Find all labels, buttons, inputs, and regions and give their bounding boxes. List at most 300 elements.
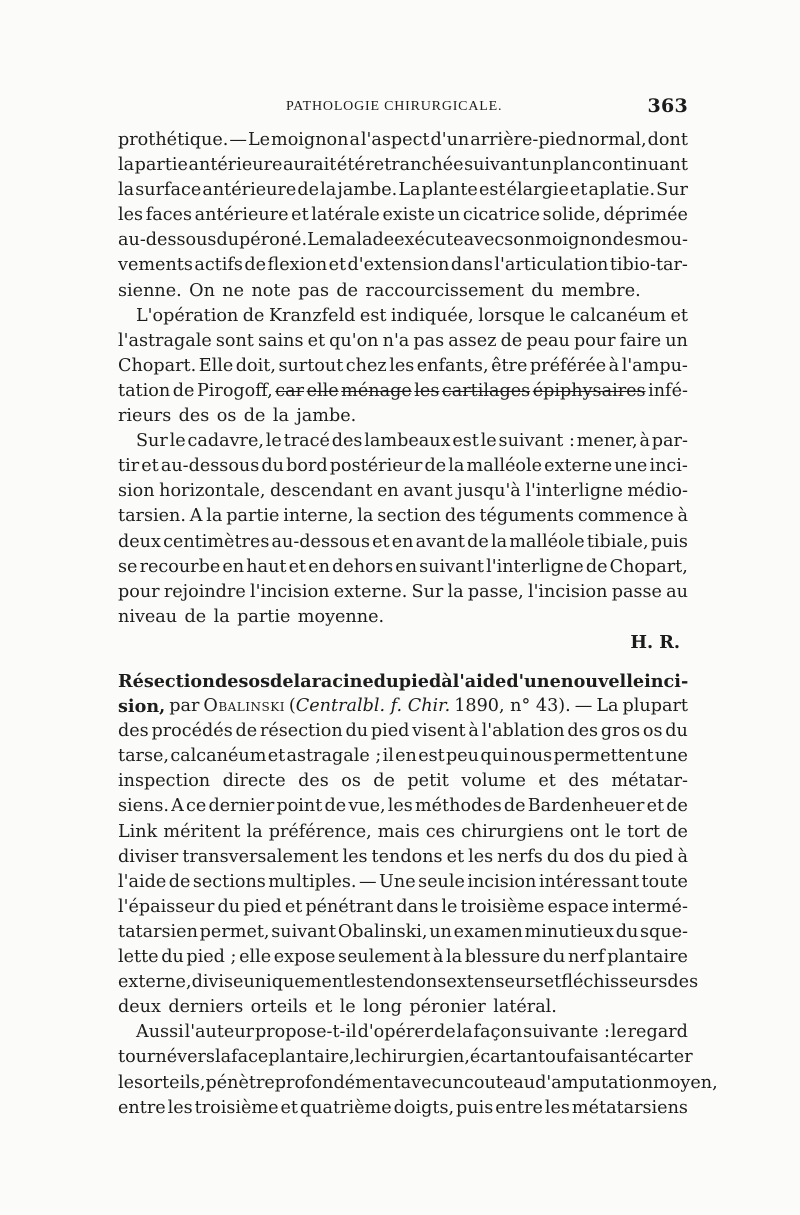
word: Une: [379, 871, 416, 892]
word: peau: [526, 330, 570, 351]
word: façon: [473, 1022, 523, 1043]
text-line: [118, 404, 688, 429]
word: pas: [413, 330, 445, 351]
word: l'aide: [118, 871, 167, 892]
word: faire: [619, 330, 662, 351]
text-line: [118, 1020, 688, 1045]
text-line: [118, 504, 688, 529]
word: des: [178, 406, 210, 427]
word: le: [339, 997, 356, 1018]
text-line: [118, 744, 688, 769]
word: Chopart.: [118, 355, 197, 376]
article-source: (Centralbl. f. Chir.: [288, 696, 451, 717]
word: et: [284, 896, 303, 917]
word: avant: [415, 531, 465, 552]
word: inspection: [118, 771, 211, 792]
word: des: [567, 721, 599, 742]
word: des: [444, 506, 476, 527]
word: en: [391, 531, 414, 552]
word: tourné: [118, 1047, 178, 1068]
word: long: [363, 997, 402, 1018]
text-line: [118, 203, 688, 228]
word: chirurgien,: [370, 1047, 470, 1068]
text-line: [118, 128, 688, 153]
word: préférence,: [268, 821, 372, 842]
word: de: [168, 871, 191, 892]
word: sains: [257, 330, 304, 351]
word: en: [222, 556, 245, 577]
word: est: [478, 180, 506, 201]
word: cartilages: [441, 380, 531, 401]
word: suivant: [464, 155, 529, 176]
word: pour: [118, 581, 160, 602]
word: de: [666, 821, 688, 842]
word: le: [480, 431, 497, 452]
word: tation: [118, 380, 171, 401]
title-word: du: [373, 671, 399, 692]
word: orteils: [250, 997, 308, 1018]
word: elle: [306, 380, 339, 401]
word: de: [324, 796, 347, 817]
word: avec: [400, 1072, 442, 1093]
word: et: [267, 746, 286, 767]
word: de: [184, 606, 207, 627]
word: tendons: [375, 972, 447, 993]
word: il: [382, 746, 394, 767]
word: Aussi: [136, 1022, 184, 1043]
word: vements: [118, 255, 193, 276]
word: les: [414, 380, 440, 401]
word: épiphysaires: [532, 380, 646, 401]
article-author: Obalinski: [203, 696, 285, 717]
word: normal,: [577, 130, 647, 150]
word: fléchisseurs: [561, 972, 668, 993]
word: sont: [215, 330, 254, 351]
word: haut: [246, 556, 287, 577]
word: aplatie.: [588, 180, 656, 201]
word: profondément: [274, 1072, 401, 1093]
word: et: [141, 456, 159, 477]
word: regard: [627, 1022, 688, 1043]
word: retranchée: [365, 155, 464, 176]
text-line: [118, 820, 688, 845]
word: pied: [634, 846, 674, 867]
word: transversalement: [182, 846, 339, 867]
word: de: [244, 255, 267, 276]
title-word: pied: [398, 671, 442, 692]
word: écarter: [627, 1047, 693, 1068]
word: l'astragale: [118, 330, 212, 351]
word: examen: [453, 921, 523, 942]
word: lorsque: [478, 305, 545, 326]
title-word: d'une: [506, 671, 561, 692]
word: d'extension: [347, 255, 450, 276]
word: l'aspect: [360, 130, 430, 150]
word: malléole: [509, 531, 585, 552]
word: partie: [226, 506, 280, 527]
title-word: racine: [311, 671, 374, 692]
word: à: [468, 721, 479, 742]
word: les: [468, 846, 494, 867]
word: un: [665, 330, 688, 351]
word: tarsien.: [118, 506, 186, 527]
word: espace: [547, 896, 609, 917]
word: latérale: [311, 205, 380, 226]
text-line: [118, 253, 688, 278]
word: de: [172, 380, 195, 401]
word: été: [336, 155, 365, 176]
word: et: [538, 771, 556, 792]
word: Sur: [136, 431, 168, 452]
word: le: [604, 821, 621, 842]
word: et: [372, 531, 390, 552]
word: surface: [135, 180, 202, 201]
word: et: [314, 997, 333, 1018]
word: chirurgiens: [461, 821, 564, 842]
text-line: [118, 970, 699, 995]
word: la: [272, 406, 289, 427]
word: point: [276, 796, 323, 817]
word: du: [345, 721, 369, 742]
article-title-line-2: [118, 694, 688, 719]
word: suivant: [271, 921, 337, 942]
word: rieurs: [118, 406, 172, 427]
word: la: [246, 821, 263, 842]
body-text-top: [118, 128, 688, 655]
article-section: [118, 669, 718, 1121]
word: n'a: [382, 330, 410, 351]
word: péronier: [409, 997, 486, 1018]
word: d'amputation: [535, 1072, 654, 1093]
text-line: [118, 304, 688, 329]
word: troisième: [460, 896, 545, 917]
word: et: [543, 972, 562, 993]
word: l'ablation: [481, 721, 565, 742]
word: ménage: [341, 380, 412, 401]
word: la: [320, 180, 337, 201]
word: avec: [463, 230, 505, 251]
word: divise: [191, 972, 244, 993]
word: écartant: [469, 1047, 546, 1068]
word: la: [447, 581, 464, 602]
word: Le: [307, 230, 330, 251]
word: au: [666, 581, 688, 602]
word: os: [642, 721, 663, 742]
word: pied ;: [186, 947, 237, 968]
word: l'ampu-: [621, 355, 688, 376]
word: à: [608, 355, 620, 376]
word: inci-: [649, 456, 688, 477]
word: permettent: [553, 746, 654, 767]
text-line: [118, 995, 688, 1020]
word: seule: [418, 871, 465, 892]
article-title-end: sion,: [118, 696, 166, 718]
word: La: [398, 180, 421, 201]
word: qu'on: [329, 330, 379, 351]
text-line: [118, 479, 688, 504]
word: face: [231, 1047, 269, 1068]
text-line: [118, 379, 688, 404]
word: couteau: [464, 1072, 536, 1093]
word: ou: [545, 1047, 567, 1068]
word: rejoindre: [163, 581, 246, 602]
page-header: [118, 95, 688, 119]
word: partie: [134, 155, 188, 176]
word: la: [357, 506, 374, 527]
word: le: [354, 1047, 371, 1068]
word: tibio-tar-: [609, 255, 688, 276]
word: plantaire: [607, 947, 688, 968]
text-line: [118, 1071, 718, 1096]
word: du: [216, 230, 240, 251]
word: d'un: [430, 130, 470, 150]
word: de: [235, 721, 258, 742]
word: Obalinski,: [337, 921, 428, 942]
word: un: [437, 205, 461, 226]
word: calcanéum: [170, 746, 267, 767]
title-word: Résection: [118, 671, 215, 692]
word: à: [432, 947, 444, 968]
word: méritent: [163, 821, 241, 842]
word: latéral.: [493, 997, 557, 1018]
word: nerf: [567, 947, 605, 968]
word: l'articulation: [494, 255, 609, 276]
word: descendant: [269, 481, 373, 502]
word: et: [288, 556, 307, 577]
word: existe: [382, 205, 435, 226]
word: interne,: [283, 506, 354, 527]
word: Pirogoff,: [196, 380, 273, 401]
word: de: [297, 180, 320, 201]
word: actifs: [194, 255, 243, 276]
word: du: [615, 921, 639, 942]
word: des: [118, 721, 149, 742]
word: enfants,: [416, 355, 489, 376]
word: moignon: [271, 130, 349, 150]
word: à: [677, 846, 688, 867]
word: de: [666, 796, 688, 817]
word: le: [549, 305, 566, 326]
word: les: [387, 796, 413, 817]
word: petit: [407, 771, 449, 792]
word: tendons: [371, 846, 443, 867]
text-line: [118, 354, 688, 379]
word: quatrième: [299, 1097, 392, 1118]
word: téguments: [479, 506, 575, 527]
word: puis: [650, 531, 688, 552]
text-line: [118, 153, 688, 178]
word: du: [546, 846, 570, 867]
word: dernier: [208, 796, 275, 817]
word: le: [169, 431, 186, 452]
word: du: [542, 947, 566, 968]
word: péroné.: [239, 230, 308, 251]
word: cicatrice: [462, 205, 541, 226]
text-line: [118, 719, 688, 744]
word: extenseurs: [446, 972, 544, 993]
word: mou-: [643, 230, 688, 251]
word: nerfs: [497, 846, 543, 867]
word: les: [389, 355, 415, 376]
text-line: [118, 178, 688, 203]
word: mener,: [576, 431, 638, 452]
word: est: [359, 305, 387, 326]
word: os: [341, 771, 361, 792]
word: plan: [552, 155, 592, 176]
word: siens.: [118, 796, 170, 817]
word: et: [328, 255, 347, 276]
word: moyenne.: [297, 606, 385, 627]
word: résection: [259, 721, 343, 742]
word: procédés: [151, 721, 233, 742]
text-line: [118, 1096, 688, 1121]
text-line: [118, 555, 688, 580]
word: intéressant: [538, 871, 640, 892]
word: élargie: [506, 180, 569, 201]
word: du: [665, 721, 688, 742]
word: une: [654, 746, 688, 767]
word: faisant: [567, 1047, 628, 1068]
word: de: [434, 1022, 456, 1043]
word: antérieure: [202, 180, 297, 201]
text-line: [118, 228, 688, 253]
word: lambeaux: [364, 431, 451, 452]
word: ont: [569, 821, 599, 842]
word: externe.: [333, 581, 408, 602]
word: est: [452, 431, 479, 452]
word: Kranzfeld: [268, 305, 356, 326]
word: os: [216, 406, 237, 427]
word: l'auteur: [184, 1022, 255, 1043]
word: infé-: [648, 380, 688, 401]
word: de: [467, 531, 489, 552]
word: des: [612, 230, 644, 251]
word: un: [429, 921, 452, 942]
word: les: [342, 846, 368, 867]
word: l'interligne: [486, 556, 584, 577]
word: horizontale,: [159, 481, 266, 502]
word: l'incision: [527, 581, 608, 602]
word: dehors: [332, 556, 394, 577]
word: orteils,: [143, 1072, 206, 1093]
word: —: [358, 871, 377, 892]
signature-line: [118, 630, 688, 655]
word: dans: [450, 255, 493, 276]
word: le: [610, 1022, 627, 1043]
word: directe: [222, 771, 286, 792]
word: avant: [403, 481, 453, 502]
title-word: nouvelle: [560, 671, 645, 692]
word: troisième: [194, 1097, 279, 1118]
text-line: [118, 605, 688, 630]
word: expose: [273, 947, 336, 968]
running-title: PATHOLOGIE CHIRURGICALE.: [286, 99, 503, 114]
word: la: [213, 606, 230, 627]
word: calcanéum: [569, 305, 667, 326]
word: un: [529, 155, 553, 176]
word: l'interligne: [525, 481, 623, 502]
word: Elle: [198, 355, 234, 376]
word: et: [280, 1097, 298, 1118]
word: solide,: [542, 205, 601, 226]
word: en: [395, 556, 418, 577]
title-word: os: [248, 671, 271, 692]
word: peu: [446, 746, 480, 767]
word: la: [118, 180, 135, 201]
word: du: [531, 280, 554, 301]
word: pénétrant: [305, 896, 394, 917]
word: du: [217, 896, 241, 917]
article-title-line-1: [118, 669, 688, 694]
word: externe: [544, 456, 613, 477]
word: préférée: [529, 355, 607, 376]
word: dos: [573, 846, 605, 867]
title-word: la: [293, 671, 312, 692]
text-line: [118, 580, 688, 605]
word: les: [167, 1097, 193, 1118]
word: le: [441, 896, 458, 917]
text-line: [118, 794, 688, 819]
word: entre: [118, 1097, 166, 1118]
text-line: [118, 530, 688, 555]
text-line: [118, 920, 688, 945]
word: un: [441, 1072, 465, 1093]
word: L'opération: [136, 305, 239, 326]
word: ne: [222, 280, 245, 301]
word: être: [491, 355, 528, 376]
word: postérieur: [329, 456, 423, 477]
word: propose-t-il: [254, 1022, 357, 1043]
word: deux: [118, 531, 161, 552]
word: jambe.: [337, 180, 398, 201]
word: l'incision: [250, 581, 330, 602]
source-journal: Centralbl. f. Chir.: [295, 696, 451, 717]
source-details: 1890, n° 43).: [454, 696, 571, 717]
word: commence: [577, 506, 674, 527]
word: diviser: [118, 846, 179, 867]
word: sque-: [640, 921, 688, 942]
word: suivante :: [523, 1022, 610, 1043]
word: passe,: [467, 581, 524, 602]
word: et: [446, 846, 465, 867]
word: la: [445, 947, 463, 968]
word: note: [251, 280, 291, 301]
word: a: [349, 130, 360, 150]
word: multiples.: [268, 871, 357, 892]
word: recourbe: [139, 556, 221, 577]
word: assez: [448, 330, 497, 351]
word: section: [377, 506, 442, 527]
body-text-bottom: [118, 719, 718, 1121]
word: d'opérer: [357, 1022, 434, 1043]
word: et: [291, 205, 309, 226]
word: Link: [118, 821, 158, 842]
signature: H. R.: [630, 631, 680, 653]
word: malade: [329, 230, 395, 251]
word: sienne.: [118, 280, 182, 301]
word: en: [395, 746, 417, 767]
word: les: [118, 1072, 144, 1093]
word: pied: [370, 721, 410, 742]
word: volume: [461, 771, 526, 792]
word: lette: [118, 947, 159, 968]
word: derniers: [168, 997, 244, 1018]
word: minutieux: [524, 921, 614, 942]
page-number: 363: [647, 95, 688, 117]
word: est: [418, 746, 445, 767]
word: intermé-: [612, 896, 688, 917]
word: antérieure: [188, 155, 283, 176]
